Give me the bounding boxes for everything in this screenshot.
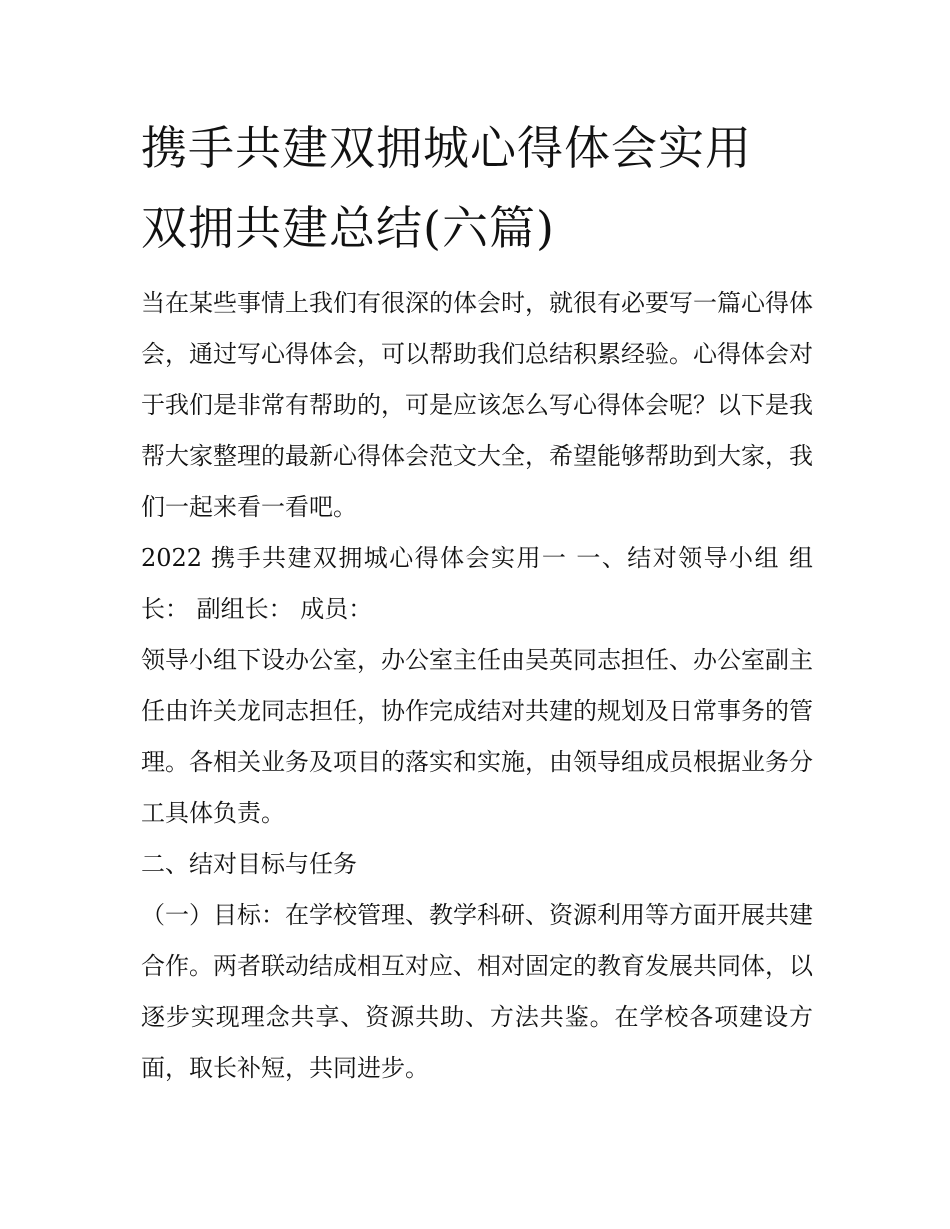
title-line-1: 携手共建双拥城心得体会实用 <box>141 121 752 175</box>
paragraph-section-two-heading: 二、结对目标与任务 <box>141 850 357 878</box>
paragraph-office-setup: 领导小组下设办公室，办公室主任由吴英同志担任、办公室副主任由许关龙同志担任，协作完成结对共建的规划及日常事务的管理。各相关业务及项目的落实和实施，由领导组成员根据业务分工具体负责。 <box>141 646 813 827</box>
document-paragraphs <box>141 278 813 1094</box>
document-body <box>141 108 813 1094</box>
paragraph-section-one-heading: 2022 携手共建双拥城心得体会实用一 一、结对领导小组 组长： 副组长： 成员： <box>141 544 813 623</box>
title-line-2: 双拥共建总结(六篇) <box>141 201 555 255</box>
document-title <box>141 108 813 268</box>
paragraph-intro: 当在某些事情上我们有很深的体会时，就很有必要写一篇心得体会，通过写心得体会，可以帮助我们总结积累经验。心得体会对于我们是非常有帮助的，可是应该怎么写心得体会呢？以下是我帮大家整理的最新心得体会范文大全，希望能够帮助到大家，我们一起来看一看吧。 <box>141 289 813 521</box>
paragraph-goals: （一）目标：在学校管理、教学科研、资源利用等方面开展共建合作。两者联动结成相互对应、相对固定的教育发展共同体，以逐步实现理念共享、资源共助、方法共鉴。在学校各项建设方面，取长补短，共同进步。 <box>141 901 813 1082</box>
